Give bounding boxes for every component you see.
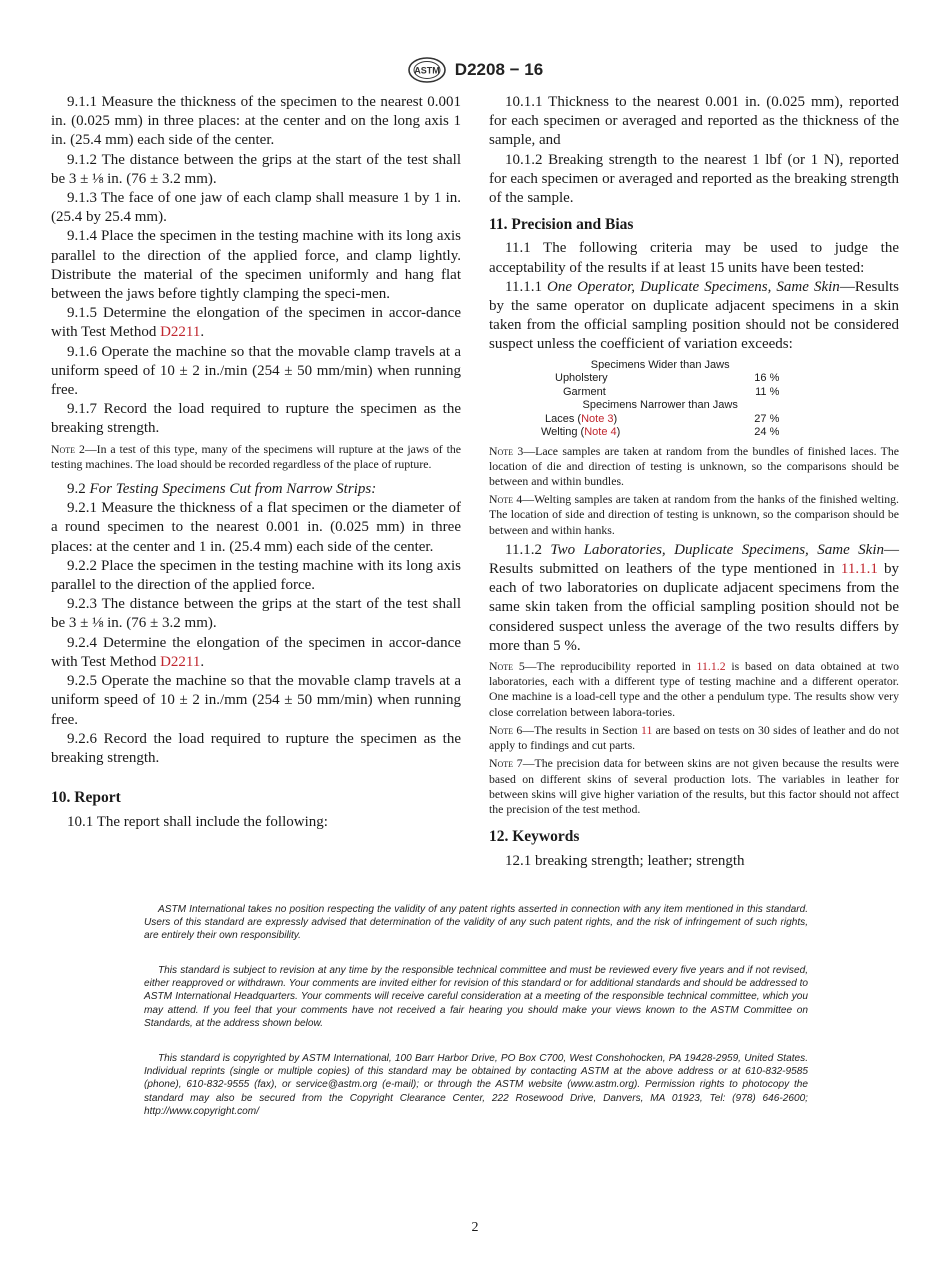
para-9-2-4: 9.2.4 Determine the elongation of the specimen in accor-dance with Test Method D2211. (51, 634, 461, 670)
note-4: Note 4—Welting samples are taken at random from the hanks of the finished welting. The location of side and direction of testing is unknown, so the comparison should be between and within hanks. (489, 492, 899, 537)
para-9-2-1: 9.2.1 Measure the thickness of a flat specimen or the diameter of a round specimen to the nearest 0.001 in. (0.025 mm) in three places: at the center and 1 in. (25.4 mm) each side of the center. (51, 500, 461, 555)
para-10-1-2: 10.1.2 Breaking strength to the nearest 1 lbf (or 1 N), reported for each specimen or averaged and reported as the breaking strength of the sample. (489, 151, 899, 207)
para-11-1-2: 11.1.2 Two Laboratories, Duplicate Specimens, Same Skin—Results submitted on leathers of the type mentioned in 11.1.1 by each of two laboratories on duplicate adjacent specimens from the same skin taken from the official sampling position should not be considered suspect unless the average of the two results differs by more than 5 %. (489, 541, 900, 654)
table-row: Garment 11 % (563, 385, 780, 398)
table-heading: Specimens Narrower than Jaws (582, 399, 738, 412)
note-5: Note 5—The reproducibility reported in 11.1.2 is based on data obtained at two laboratories, each with a different type of testing machine and a different operator. One machine is a load-cell type and the other a pendulum type. The results show very close correlation between labora-tories. (489, 659, 899, 719)
table-row: Laces (Note 3) 27 % (545, 412, 780, 425)
para-9-1-3: 9.1.3 The face of one jaw of each clamp shall measure 1 by 1 in. (25.4 by 25.4 mm). (51, 190, 461, 226)
para-11-1-1: 11.1.1 One Operator, Duplicate Specimens, Same Skin—Results by the same operator on duplicate adjacent specimens in a skin taken from the official sampling position should not be considered suspect unless the coefficient of variation exceeds: (489, 278, 899, 353)
link-11-1-1[interactable]: 11.1.1 (840, 561, 878, 578)
para-9-1-2: 9.1.2 The distance between the grips at the start of the test shall be 3 ± ⅛ in. (76 ± 3.2 mm). (51, 151, 461, 187)
link-section-11[interactable]: 11 (640, 722, 653, 737)
link-d2211[interactable]: D2211 (160, 324, 201, 341)
para-9-1-4: 9.1.4 Place the specimen in the testing machine with its long axis parallel to the direction of the applied force, and clamp lightly. Distribute the material of the specimen uniformly and hang flat between the jaws before tightly clamping the speci-men. (51, 228, 461, 303)
para-10-1: 10.1 The report shall include the following: (67, 814, 328, 831)
para-9-2-3: 9.2.3 The distance between the grips at the start of the test shall be 3 ± ⅛ in. (76 ± 3.2 mm). (51, 596, 461, 632)
link-note-3[interactable]: Note 3 (581, 412, 614, 425)
note-2: Note 2—In a test of this type, many of the specimens will rupture at the jaws of the testing machines. The load should be recorded regardless of the place of rupture. (51, 441, 461, 471)
svg-text:ASTM: ASTM (414, 65, 440, 76)
astm-logo-icon (407, 56, 447, 84)
para-11-1: 11.1 The following criteria may be used to judge the acceptability of the results if at least 15 units have been tested: (489, 240, 899, 276)
table-heading: Specimens Wider than Jaws (590, 358, 730, 371)
document-id: D2208 − 16 (454, 60, 544, 79)
variation-table (537, 359, 783, 440)
link-note-4[interactable]: Note 4 (584, 426, 617, 439)
link-11-1-2[interactable]: 11.1.2 (696, 659, 726, 674)
patent-disclaimer: ASTM International takes no position respecting the validity of any patent rights asserted in connection with any item mentioned in this standard. Users of this standard are expressly advised that determination of the validity of any such patent rights, and the risk of infringement of such rights, are entirely their own responsibility. (144, 904, 808, 942)
para-9-2: 9.2 For Testing Specimens Cut from Narrow Strips: (67, 481, 377, 498)
note-6: Note 6—The results in Section 11 are based on tests on 30 sides of leather and do not apply to findings and cut parts. (489, 722, 899, 753)
para-9-2-6: 9.2.6 Record the load required to rupture the specimen as the breaking strength. (51, 730, 461, 766)
link-d2211-2[interactable]: D2211 (160, 653, 201, 670)
note-3: Note 3—Lace samples are taken at random from the bundles of finished laces. The location of die and direction of testing is unknown, so the comparisons should be between and within bundles. (489, 443, 900, 489)
copyright-disclaimer: This standard is copyrighted by ASTM International, 100 Barr Harbor Drive, PO Box C700, West Conshohocken, PA 19428-2959, United States. Individual reprints (single or multiple copies) of this standard may be obtained by contacting ASTM at the above address or at 610-832-9585 (phone), 610-832-9555 (fax), or service@astm.org (e-mail); or through the ASTM website (www.astm.org). Permission rights to photocopy the standard may also be secured from the Copyright Clearance Center, 222 Rosewood Drive, Danvers, MA 01923, Tel: (978) 646-2600; http://www.copyright.com/ (144, 1053, 808, 1117)
para-12-1: 12.1 breaking strength; leather; strength (505, 853, 745, 870)
para-9-1-7: 9.1.7 Record the load required to rupture the specimen as the breaking strength. (51, 401, 461, 437)
left-column (51, 93, 461, 833)
para-9-2-2: 9.2.2 Place the specimen in the testing machine with its long axis parallel to the direction of the applied force. (51, 557, 461, 594)
section-12-heading: 12. Keywords (489, 828, 580, 846)
para-9-1-1: 9.1.1 Measure the thickness of the specimen to the nearest 0.001 in. (0.025 mm) in three places: at the center and on the long axis 1 in. (25.4 mm) each side of the center. (51, 94, 461, 149)
page-header (0, 56, 950, 84)
section-11-heading: 11. Precision and Bias (489, 216, 634, 234)
note-7: Note 7—The precision data for between skins are not given because the results were based on different skins of several production lots. The variables in leather for between skins will give higher variation of the results, but this factor should not affect the precision of the test method. (489, 756, 899, 816)
table-row: Upholstery 16 % (555, 372, 780, 385)
para-9-1-5: 9.1.5 Determine the elongation of the specimen in accor-dance with Test Method D2211. (51, 305, 461, 341)
section-10-heading: 10. Report (51, 789, 121, 807)
para-9-2-5: 9.2.5 Operate the machine so that the movable clamp travels at a uniform speed of 10 ± 2 in./mm (254 ± 50 mm/min) when running free. (51, 673, 461, 728)
para-10-1-1: 10.1.1 Thickness to the nearest 0.001 in. (0.025 mm), reported for each specimen or averaged and reported as the thickness of the sample, and (489, 94, 899, 149)
table-row: Welting (Note 4) 24 % (541, 426, 780, 439)
para-9-1-6: 9.1.6 Operate the machine so that the movable clamp travels at a uniform speed of 10 ± 2 in./min (254 ± 50 mm/min) when running free. (51, 343, 461, 399)
right-column (489, 93, 899, 872)
revision-disclaimer: This standard is subject to revision at any time by the responsible technical committee and must be reviewed every five years and if not revised, either reapproved or withdrawn. Your comments are invited either for revision of this standard or for additional standards and should be addressed to ASTM International Headquarters. Your comments will receive careful consideration at a meeting of the responsible technical committee, which you may attend. If you feel that your comments have not received a fair hearing you should make your views known to the ASTM Committee on Standards, at the address shown below. (144, 965, 808, 1029)
page-number: 2 (471, 1220, 479, 1235)
